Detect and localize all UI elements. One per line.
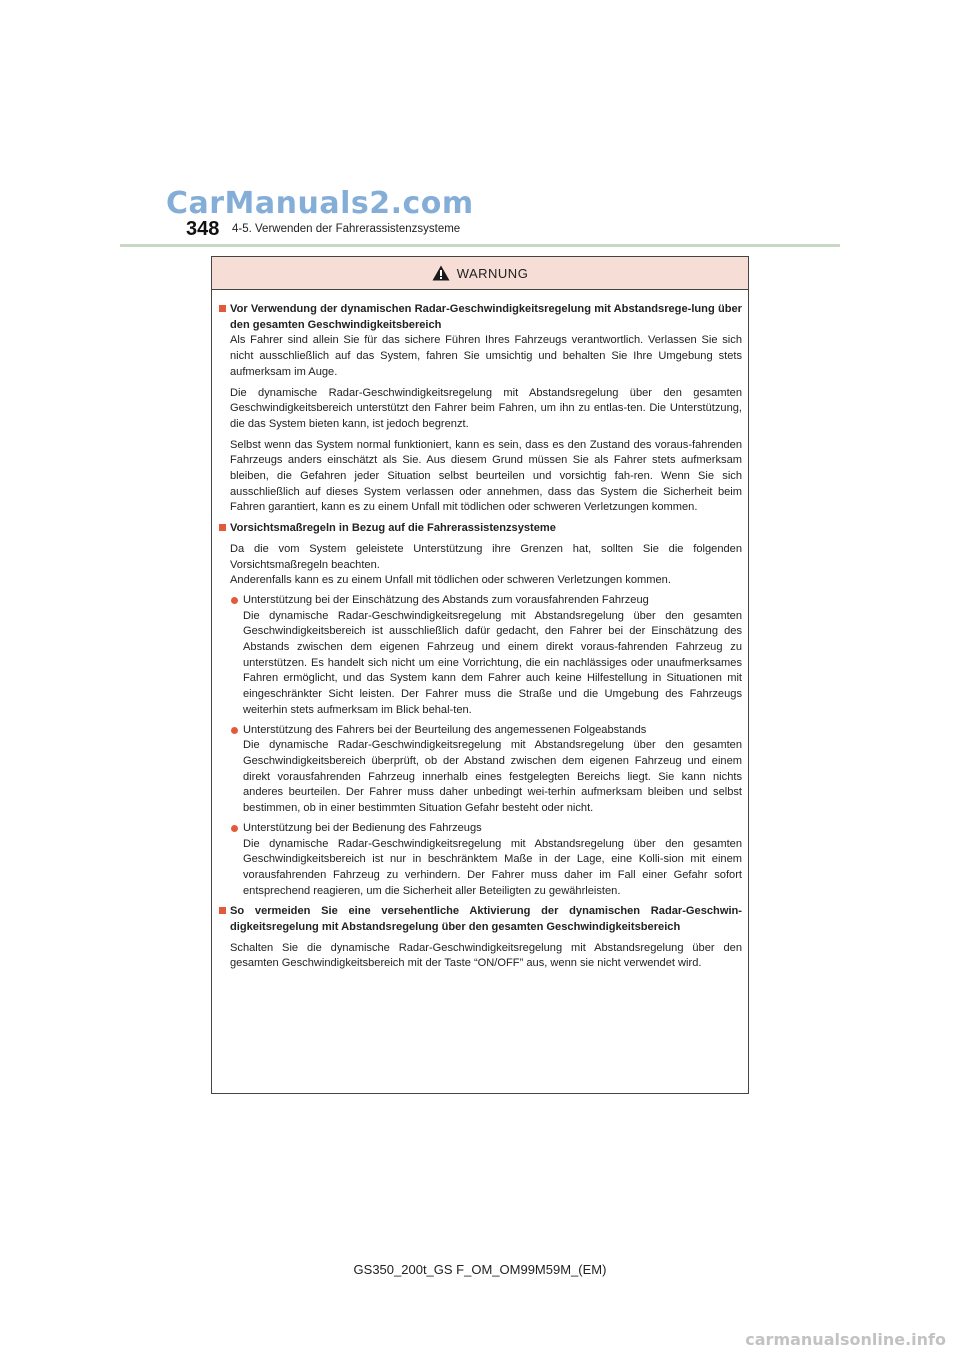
round-bullet-icon: [231, 597, 238, 604]
header-divider: [120, 244, 840, 247]
list-item: [219, 593, 742, 719]
square-bullet-icon: [219, 305, 226, 312]
bullet-title: Unterstützung des Fahrers bei der Beurteilung des angemessenen Folgeabstands: [243, 723, 647, 736]
section-heading: Vorsichtsmaßregeln in Bezug auf die Fahrerassistenzsysteme: [219, 521, 742, 537]
warning-triangle-icon: [432, 265, 450, 281]
bullet-text: Die dynamische Radar-Geschwindigkeitsregelung mit Abstandsregelung über den gesamten Geschwindigkeitsbereich überprüft, ob der Abstand zwischen dem eigenen Fahrzeug und einem direkt vorausfahrenden Fahrzeug innerhalb eines festgelegten Bereichs liegt. Sie kann nichts anderes beurteilen. Der Fahrer muss daher unbedingt wei-terhin aufmerksam bleiben und selbst bestimmen, ob in einer bestimmten Situation Gefahr besteht oder nicht.: [243, 739, 742, 815]
paragraph: Die dynamische Radar-Geschwindigkeitsregelung mit Abstandsregelung über den gesamten Geschwindigkeitsbereich unterstützt den Fahrer beim Fahren, um ihn zu entlas-ten. Die Unterstützung, die das System bieten kann, ist jedoch begrenzt.: [230, 386, 742, 430]
watermark-footer: carmanualsonline.info: [745, 1330, 946, 1349]
round-bullet-icon: [231, 825, 238, 832]
list-item: [219, 821, 742, 900]
warning-body: [212, 290, 748, 972]
square-bullet-icon: [219, 524, 226, 531]
section-title: 4-5. Verwenden der Fahrerassistenzsysteme: [232, 223, 461, 235]
square-bullet-icon: [219, 907, 226, 914]
page-number: 348: [186, 218, 220, 240]
bullet-text: Die dynamische Radar-Geschwindigkeitsregelung mit Abstandsregelung über den gesamten Geschwindigkeitsbereich ist nur in beschränktem Maße in der Lage, eine Kolli-sion mit einem vorausfahrenden Fahrzeug zu verhindern. Der Fahrer muss daher im Fall einer Gefahr sofort entsprechend reagieren, um die Sicherheit aller Beteiligten zu gewährleisten.: [243, 837, 742, 897]
paragraph: Schalten Sie die dynamische Radar-Geschwindigkeitsregelung mit Abstandsregelung über den gesamten Geschwindigkeitsbereich mit der Taste “ON/OFF” aus, wenn sie nicht verwendet wird.: [230, 941, 742, 970]
round-bullet-icon: [231, 727, 238, 734]
paragraph: Selbst wenn das System normal funktioniert, kann es sein, dass es den Zustand des voraus-fahrenden Fahrzeugs anders einschätzt als Sie. Aus diesem Grund müssen Sie als Fahrer stets aufmerksam bleiben, die Gefahren jeder Situation selbst beurteilen und vorsichtig fah-ren. Wenn Sie sich ausschließlich auf dieses System verlassen oder annehmen, dass das System die Sicherheit beim Fahren garantiert, kann es zu einem Unfall mit tödlichen oder schweren Verletzungen kommen.: [230, 438, 742, 514]
bullet-text: Die dynamische Radar-Geschwindigkeitsregelung mit Abstandsregelung über den gesamten Geschwindigkeitsbereich ist ausschließlich dafür gedacht, den Fahrer bei der Einschätzung des Abstands zwischen dem eigenen Fahrzeug und einem direkt voraus-fahrenden Fahrzeug zu unterstützen. Es handelt sich nicht um eine Vorrichtung, die ein nachlässiges oder unaufmerksames Fahren ermöglicht, und das System kann dem Fahrer auch keine Hilfestellung in Situationen mit eingeschränkter Sicht leisten. Der Fahrer muss die Straße und die Umgebung des Fahrzeugs weiterhin stets aufmerksam im Blick behal-ten.: [243, 609, 742, 716]
footer-model-code: GS350_200t_GS F_OM_OM99M59M_(EM): [353, 1262, 607, 1277]
section-heading: So vermeiden Sie eine versehentliche Aktivierung der dynamischen Radar-Geschwin-digkeitsregelung mit Abstandsregelung über den gesamten Geschwindigkeitsbereich: [219, 904, 742, 935]
warning-header: [212, 257, 748, 290]
watermark-logo: CarManuals2.com: [166, 186, 474, 221]
paragraph: Als Fahrer sind allein Sie für das sichere Führen Ihres Fahrzeugs verantwortlich. Verlassen Sie sich nicht ausschließlich auf das System, fahren Sie umsichtig und behalten Sie Ihre Umgebung stets aufmerksam im Auge.: [230, 334, 742, 378]
list-item: [219, 723, 742, 817]
paragraph: Da die vom System geleistete Unterstützung ihre Grenzen hat, sollten Sie die folgenden Vorsichtsmaßregeln beachten.: [230, 542, 742, 571]
warning-title: WARNUNG: [456, 265, 529, 281]
section-heading: Vor Verwendung der dynamischen Radar-Geschwindigkeitsregelung mit Abstandsrege-lung über den gesamten Geschwindigkeitsbereich: [219, 302, 742, 333]
bullet-title: Unterstützung bei der Bedienung des Fahrzeugs: [243, 821, 482, 834]
paragraph: Anderenfalls kann es zu einem Unfall mit tödlichen oder schweren Verletzungen kommen.: [230, 574, 671, 587]
bullet-title: Unterstützung bei der Einschätzung des Abstands zum vorausfahrenden Fahrzeug: [243, 593, 649, 606]
warning-box: [211, 256, 749, 1094]
